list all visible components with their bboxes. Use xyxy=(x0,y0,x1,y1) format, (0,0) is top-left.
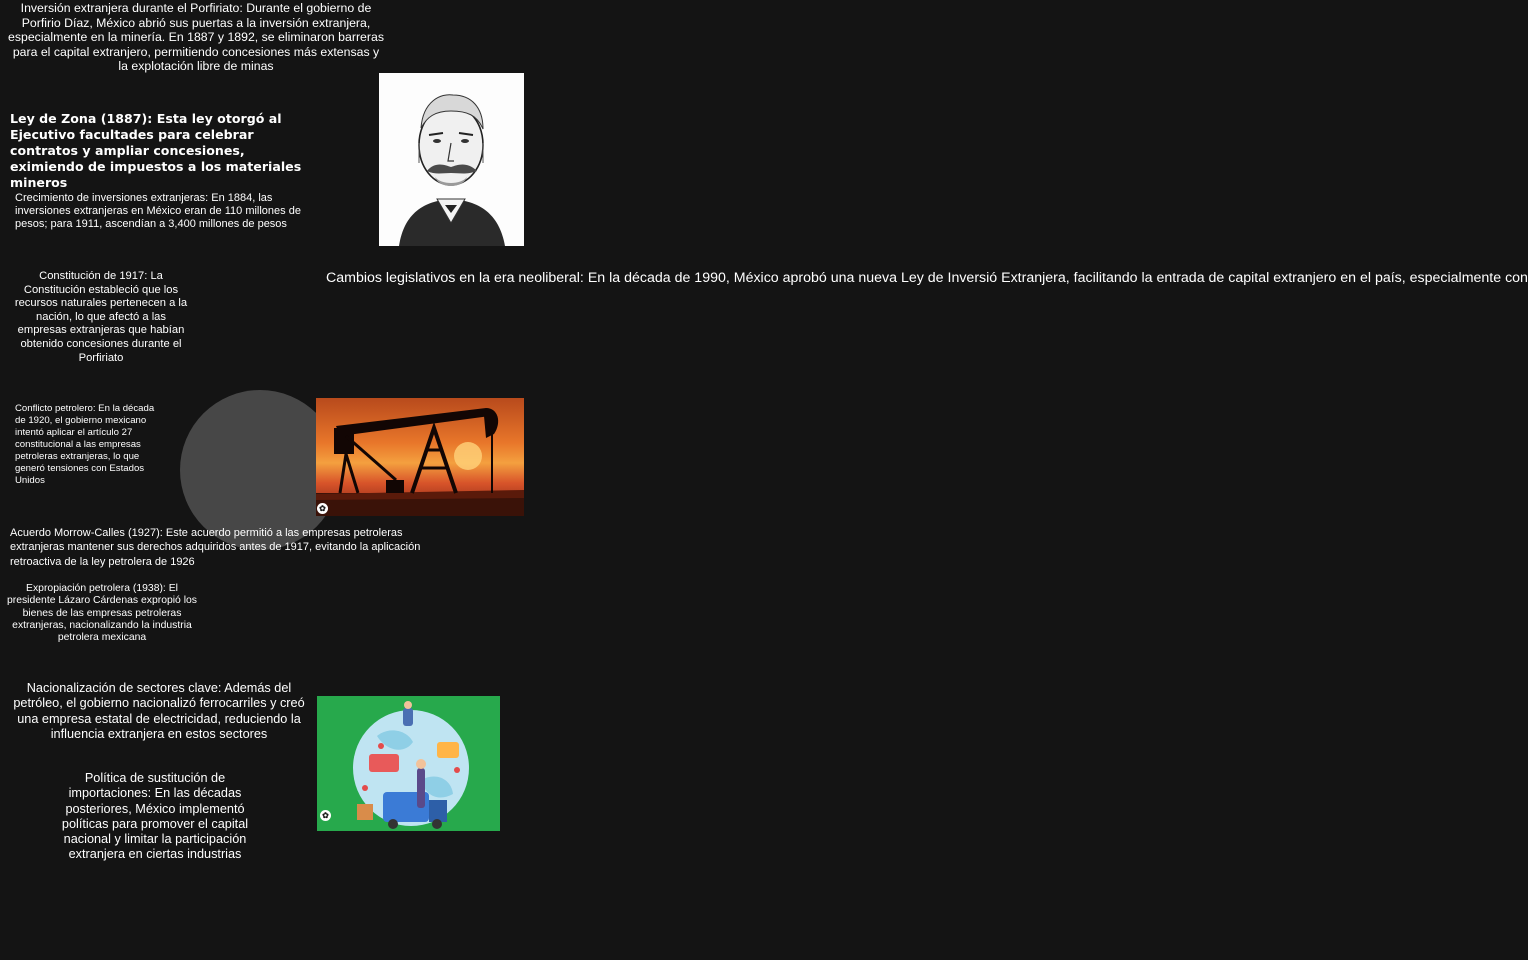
image-badge-icon: ✿ xyxy=(317,503,328,514)
constitucion-text: Constitución de 1917: La Constitución estableció que los recursos naturales pertenecen a la nación, lo que afectó a las empresas extranjeras que habían obtenido concesiones durante el Porfiriato xyxy=(14,270,188,364)
porfirio-diaz-portrait xyxy=(379,73,524,246)
global-trade-image xyxy=(317,696,500,831)
conflicto-text: Conflicto petrolero: En la década de 1920, el gobierno mexicano intentó aplicar el artículo 27 constitucional a las empresas petroleras extranjeras, lo que generó tensiones con Estados Unidos xyxy=(15,403,155,486)
crecimiento-text: Crecimiento de inversiones extranjeras: En 1884, las inversiones extranjeras en México eran de 110 millones de pesos; para 1911, ascendían a 3,400 millones de pesos xyxy=(15,192,301,230)
ley-zona-text: Ley de Zona (1887): Esta ley otorgó al Ejecutivo facultades para celebrar contratos y ampliar concesiones, eximiendo de impuestos a los materiales mineros xyxy=(10,111,302,190)
neoliberal-text: Cambios legislativos en la era neoliberal: En la década de 1990, México aprobó una nueva Ley de Inversió Extranjera, facilitando la entrada de capital extranjero en el país, especialmente con xyxy=(326,270,1528,286)
nacionalizacion-text: Nacionalización de sectores clave: Además del petróleo, el gobierno nacionalizó ferrocarriles y creó una empresa estatal de electricidad, reduciendo la influencia extranjera en estos sectores xyxy=(13,681,305,742)
morrow-calles-text: Acuerdo Morrow-Calles (1927): Este acuerdo permitió a las empresas petroleras extranjeras mantener sus derechos adquiridos antes de 1917, evitando la aplicación retroactiva de la ley petrolera de 1926 xyxy=(10,527,421,568)
porfiriato-text: Inversión extranjera durante el Porfiriato: Durante el gobierno de Porfirio Díaz, México abrió sus puertas a la inversión extranjera, especialmente en la minería. En 1887 y 1892, se eliminaron barreras para el capital extranjero, permitiendo concesiones más extensas y la explotación libre de minas xyxy=(8,1,384,74)
oil-pumpjack-image xyxy=(316,398,524,516)
expropiacion-text: Expropiación petrolera (1938): El presidente Lázaro Cárdenas expropió los bienes de las empresas petroleras extranjeras, nacionalizando la industria petrolera mexicana xyxy=(6,583,198,644)
sustitucion-text: Política de sustitución de importaciones: En las décadas posteriores, México implementó políticas para promover el capital nacional y limitar la participación extranjera en ciertas industrias xyxy=(61,771,249,862)
image-badge-icon: ✿ xyxy=(320,810,331,821)
